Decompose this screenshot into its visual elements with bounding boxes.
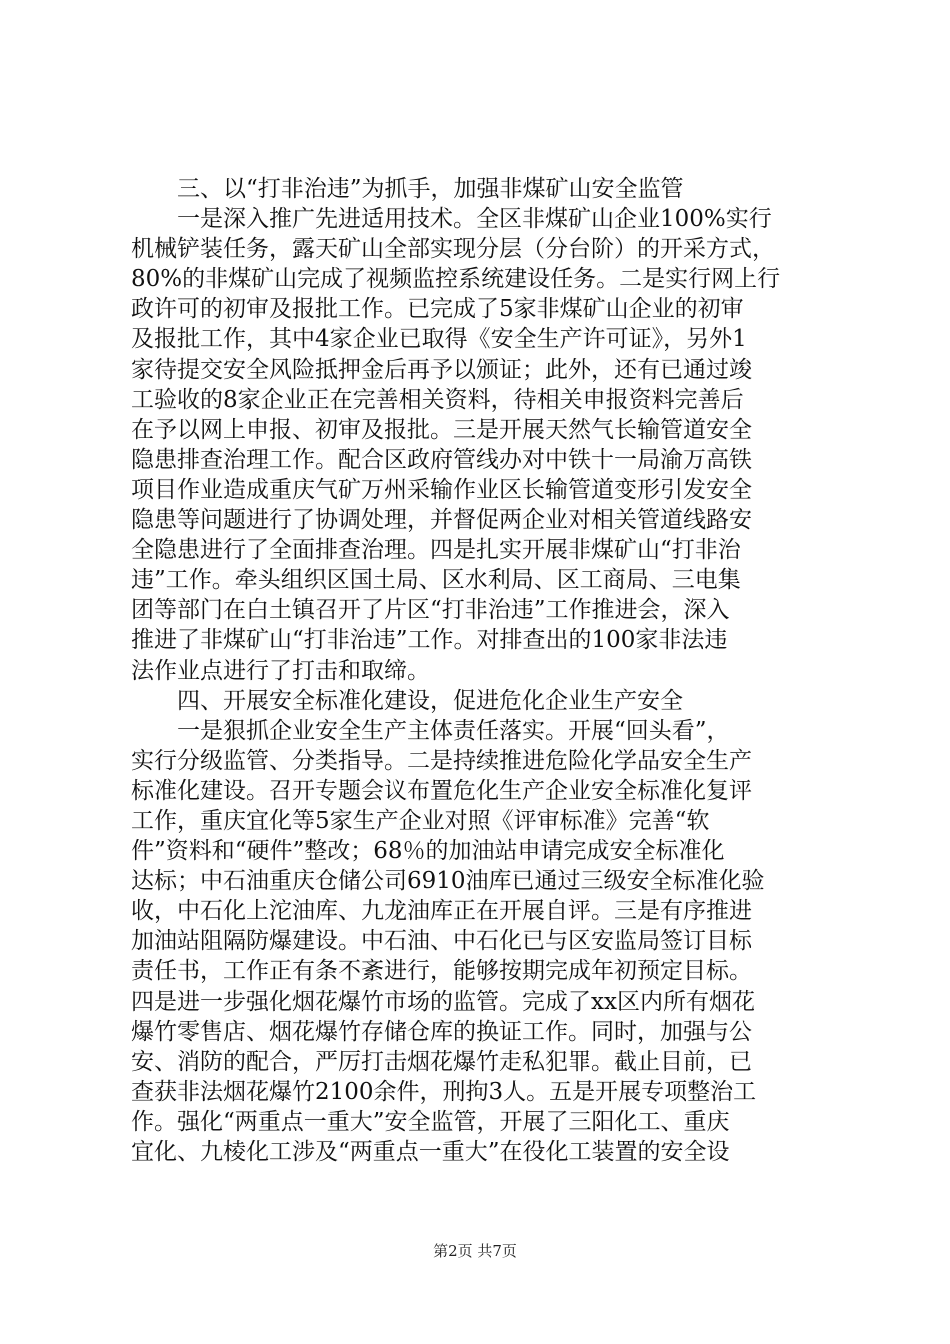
document-body (131, 174, 833, 1167)
paragraph-line: 达标；中石油重庆仓储公司6910油库已通过三级安全标准化验 (131, 868, 765, 895)
paragraph-line: 隐患排查治理工作。配合区政府管线办对中铁十一局渝万高铁 (131, 446, 752, 473)
paragraph-line: 团等部门在白土镇召开了片区“打非治违”工作推进会，深入 (131, 597, 730, 624)
paragraph-line: 工作，重庆宜化等5家生产企业对照《评审标准》完善“软 (131, 807, 710, 834)
paragraph-line: 实行分级监管、分类指导。二是持续推进危险化学品安全生产 (131, 747, 752, 774)
section-heading-4: 四、开展安全标准化建设，促进危化企业生产安全 (177, 687, 683, 714)
paragraph-line: 推进了非煤矿山“打非治违”工作。对排查出的100家非法违 (131, 627, 728, 654)
paragraph-line: 爆竹零售店、烟花爆竹存储仓库的换证工作。同时，加强与公 (131, 1018, 752, 1045)
paragraph-line: 全隐患进行了全面排查治理。四是扎实开展非煤矿山“打非治 (131, 537, 741, 564)
paragraph-line: 一是狠抓企业安全生产主体责任落实。开展“回头看”， (177, 717, 730, 744)
paragraph-line: 一是深入推广先进适用技术。全区非煤矿山企业100%实行 (177, 206, 772, 233)
paragraph-line: 工验收的8家企业正在完善相关资料，待相关申报资料完善后 (131, 386, 744, 413)
paragraph-line: 加油站阻隔防爆建设。中石油、中石化已与区安监局签订目标 (131, 928, 752, 955)
paragraph-line: 隐患等问题进行了协调处理，并督促两企业对相关管道线路安 (131, 507, 752, 534)
paragraph-line: 查获非法烟花爆竹2100余件，刑拘3人。五是开展专项整治工 (131, 1078, 757, 1105)
paragraph-line: 及报批工作，其中4家企业已取得《安全生产许可证》，另外1 (131, 326, 747, 353)
paragraph-line: 宜化、九棱化工涉及“两重点一重大”在役化工装置的安全设 (131, 1139, 730, 1165)
paragraph-line: 机械铲装任务，露天矿山全部实现分层（分台阶）的开采方式， (131, 236, 775, 263)
paragraph-line: 违”工作。牵头组织区国土局、区水利局、区工商局、三电集 (131, 567, 741, 594)
paragraph-line: 在予以网上申报、初审及报批。三是开展天然气长输管道安全 (131, 416, 752, 443)
paragraph-line: 件”资料和“硬件”整改；68％的加油站申请完成安全标准化 (131, 838, 725, 865)
paragraph-line: 四是进一步强化烟花爆竹市场的监管。完成了xx区内所有烟花 (131, 988, 755, 1015)
paragraph-line: 法作业点进行了打击和取缔。 (131, 657, 430, 684)
section-heading-3: 三、以“打非治违”为抓手，加强非煤矿山安全监管 (177, 176, 684, 202)
paragraph-line: 责任书，工作正有条不紊进行，能够按期完成年初预定目标。 (131, 958, 752, 985)
paragraph-line: 作。强化“两重点一重大”安全监管，开展了三阳化工、重庆 (131, 1108, 730, 1135)
paragraph-line: 政许可的初审及报批工作。已完成了5家非煤矿山企业的初审 (131, 296, 744, 323)
paragraph-line: 标准化建设。召开专题会议布置危化生产企业安全标准化复评 (131, 777, 752, 804)
paragraph-line: 家待提交安全风险抵押金后再予以颁证；此外，还有已通过竣 (131, 356, 752, 383)
paragraph-line: 安、消防的配合，严厉打击烟花爆竹走私犯罪。截止目前，已 (131, 1048, 752, 1075)
paragraph-line: 收，中石化上沱油库、九龙油库正在开展自评。三是有序推进 (131, 898, 752, 925)
paragraph-line: 项目作业造成重庆气矿万州采输作业区长输管道变形引发安全 (131, 476, 752, 503)
paragraph-line: 80%的非煤矿山完成了视频监控系统建设任务。二是实行网上行 (131, 266, 781, 293)
page-number-footer: 第2页 共7页 (433, 1242, 517, 1260)
